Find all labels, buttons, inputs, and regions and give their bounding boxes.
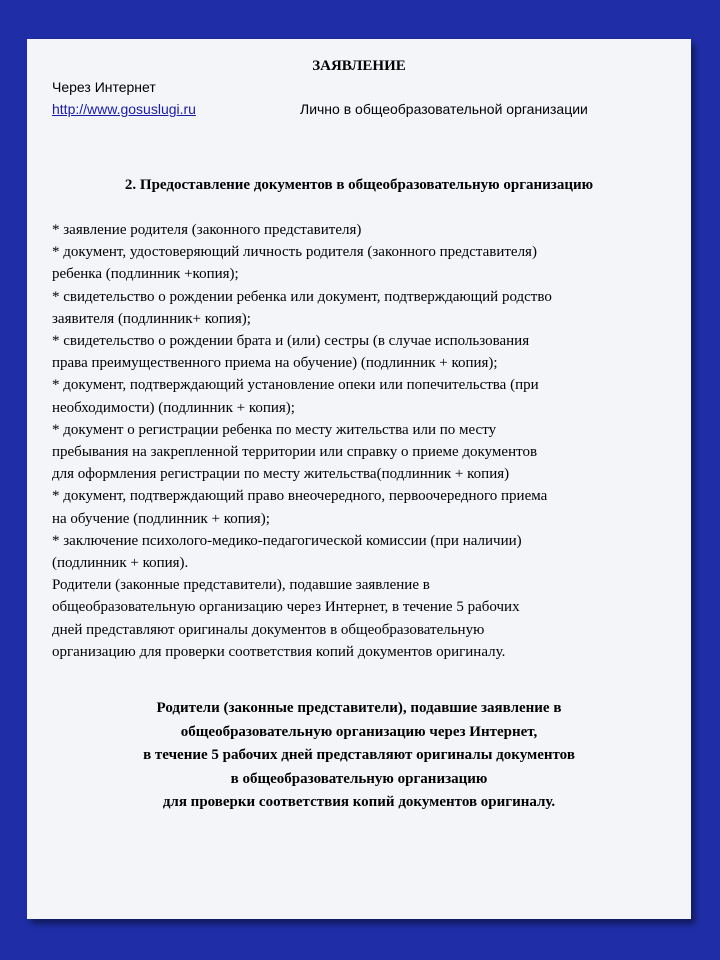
gosuslugi-link[interactable]: http://www.gosuslugi.ru: [52, 101, 196, 117]
list-line: заявителя (подлинник+ копия);: [52, 310, 251, 327]
list-line: организацию для проверки соответствия копий документов оригиналу.: [52, 643, 506, 660]
note-line: в общеобразовательную организацию: [230, 770, 488, 787]
via-internet-label: Через Интернет: [52, 79, 156, 95]
list-line: * свидетельство о рождении брата и (или) сестры (в случае использования: [52, 333, 530, 350]
bold-note: [27, 697, 691, 815]
list-line: необходимости) (подлинник + копия);: [52, 399, 295, 416]
list-line: для оформления регистрации по месту жительства(подлинник + копия): [52, 466, 510, 483]
section-heading: 2. Предоставление документов в общеобразовательную организацию: [124, 177, 594, 193]
list-line: общеобразовательную организацию через Интернет, в течение 5 рабочих: [52, 599, 520, 616]
list-line: * документ, удостоверяющий личность родителя (законного представителя): [52, 244, 537, 261]
list-line: * заявление родителя (законного представителя): [52, 222, 362, 238]
list-line: Родители (законные представители), подавшие заявление в: [52, 577, 430, 594]
list-line: * документ, подтверждающий право внеочередного, первоочередного приема: [52, 488, 548, 505]
list-line: * заключение психолого-медико-педагогической комиссии (при наличии): [52, 532, 522, 549]
document-page: [27, 39, 691, 919]
note-line: общеобразовательную организацию через Интернет,: [180, 723, 538, 740]
list-line: дней представляют оригиналы документов в общеобразовательную: [52, 621, 485, 638]
list-line: ребенка (подлинник +копия);: [52, 266, 239, 283]
list-line: на обучение (подлинник + копия);: [52, 510, 270, 527]
list-line: * документ о регистрации ребенка по месту жительства или по месту: [52, 421, 497, 438]
list-line: права преимущественного приема на обучение) (подлинник + копия);: [52, 355, 498, 372]
note-line: для проверки соответствия копий документов оригиналу.: [162, 794, 556, 810]
list-line: * документ, подтверждающий установление опеки или попечительства (при: [52, 377, 539, 394]
document-title: ЗАЯВЛЕНИЕ: [312, 58, 406, 74]
in-person-label: Лично в общеобразовательной организации: [300, 101, 588, 117]
list-line: (подлинник + копия).: [52, 555, 189, 572]
note-line: в течение 5 рабочих дней представляют оригиналы документов: [143, 747, 575, 763]
note-line: Родители (законные представители), подавшие заявление в: [156, 700, 562, 716]
list-line: пребывания на закрепленной территории или справку о приеме документов: [52, 444, 538, 461]
list-line: * свидетельство о рождении ребенка или документ, подтверждающий родство: [52, 288, 552, 305]
documents-list: [52, 219, 682, 663]
